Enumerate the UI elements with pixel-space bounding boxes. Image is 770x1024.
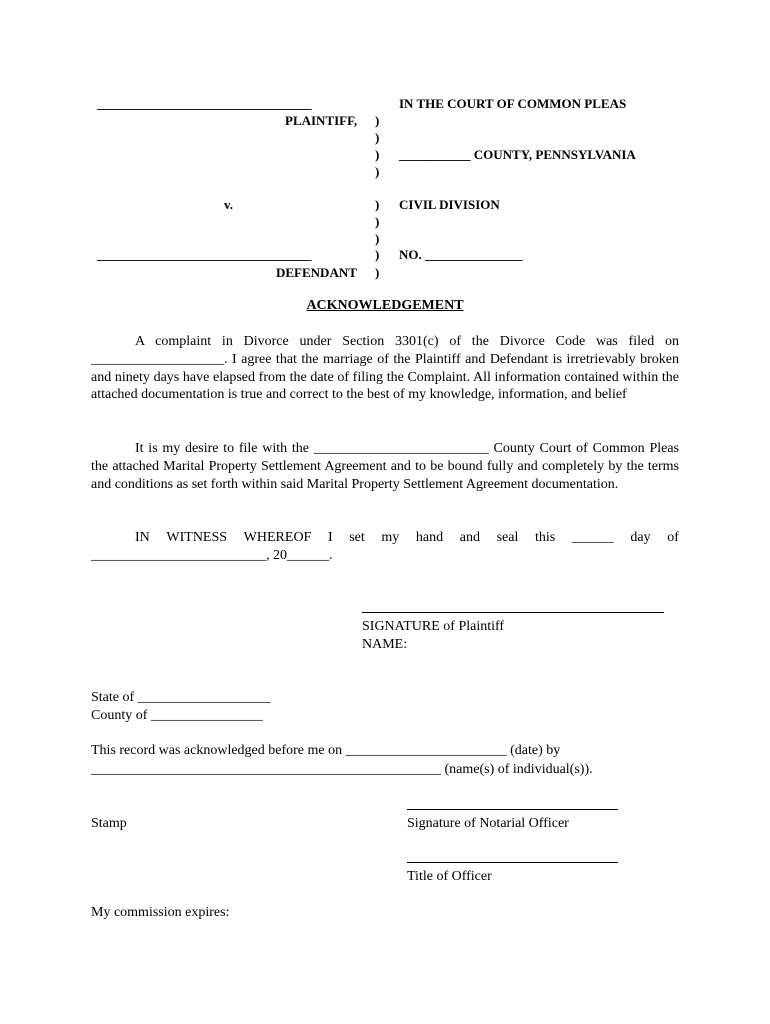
officer-title-label: Title of Officer <box>407 869 492 884</box>
witness-word: of <box>667 530 679 545</box>
witness-word: set <box>349 530 365 545</box>
versus-label: v. <box>224 197 234 212</box>
state-of-line: State of ___________________ <box>91 690 271 705</box>
division-heading: CIVIL DIVISION <box>399 197 500 212</box>
officer-signature-rule <box>407 809 618 810</box>
officer-title-rule <box>407 862 618 863</box>
commission-expires-label: My commission expires: <box>91 905 230 920</box>
witness-word: day <box>630 530 651 545</box>
caption-paren: ) <box>375 247 380 262</box>
witness-word: this <box>534 530 556 545</box>
paragraph-complaint <box>91 333 679 404</box>
county-of-line: County of ________________ <box>91 708 263 723</box>
officer-signature-label: Signature of Notarial Officer <box>407 816 569 831</box>
plaintiff-name-blank: _________________________________ <box>97 96 312 111</box>
caption-paren: ) <box>375 197 380 212</box>
paragraph-desire <box>91 440 679 493</box>
witness-word: WHEREOF <box>243 530 312 545</box>
paragraph-complaint-text: A complaint in Divorce under Section 3301(c) of the Divorce Code was filed on ___________________. I agree that the marriage of the Plaintiff and Defendant is irretrievably broken and ninety days have elapsed from the date of filing the Complaint. All information contained within the attached documentation is true and correct to the best of my knowledge, information, and belief <box>91 334 679 403</box>
plaintiff-label: PLAINTIFF, <box>285 113 358 128</box>
document-title: ACKNOWLEDGEMENT <box>306 298 464 313</box>
witness-word: WITNESS <box>166 530 228 545</box>
case-number: NO. _______________ <box>399 247 523 262</box>
paragraph-desire-text: It is my desire to file with the _________________________ County Court of Common Pleas the attached Marital Property Settlement Agreement and to be bound fully and completely by the terms and conditions as set forth within said Marital Property Settlement Agreement documentation. <box>91 441 679 492</box>
record-line-2: __________________________________________________ (name(s) of individual(s)). <box>91 762 593 777</box>
witness-date-line: _________________________, 20______. <box>91 548 333 563</box>
caption-paren: ) <box>375 113 380 128</box>
record-line-1: This record was acknowledged before me on _______________________ (date) by <box>91 743 561 758</box>
signature-label: SIGNATURE of Plaintiff <box>362 619 505 634</box>
stamp-label: Stamp <box>91 816 127 831</box>
witness-word: seal <box>496 530 519 545</box>
witness-word: hand <box>415 530 444 545</box>
signature-rule <box>362 612 664 613</box>
witness-line <box>91 529 679 546</box>
defendant-label: DEFENDANT <box>276 265 357 280</box>
witness-day-blank: ______ <box>571 530 614 545</box>
court-heading: IN THE COURT OF COMMON PLEAS <box>399 96 627 111</box>
caption-paren: ) <box>375 231 380 246</box>
defendant-name-blank: _________________________________ <box>97 247 312 262</box>
name-label: NAME: <box>362 637 408 652</box>
witness-word: I <box>327 530 333 545</box>
witness-word: and <box>459 530 480 545</box>
caption-paren: ) <box>375 130 380 145</box>
caption-paren: ) <box>375 147 380 162</box>
witness-word: IN <box>135 530 150 545</box>
caption-paren: ) <box>375 265 380 280</box>
witness-word: my <box>381 530 400 545</box>
caption-paren: ) <box>375 164 380 179</box>
caption-paren: ) <box>375 214 380 229</box>
county-heading: ___________ COUNTY, PENNSYLVANIA <box>399 147 636 162</box>
